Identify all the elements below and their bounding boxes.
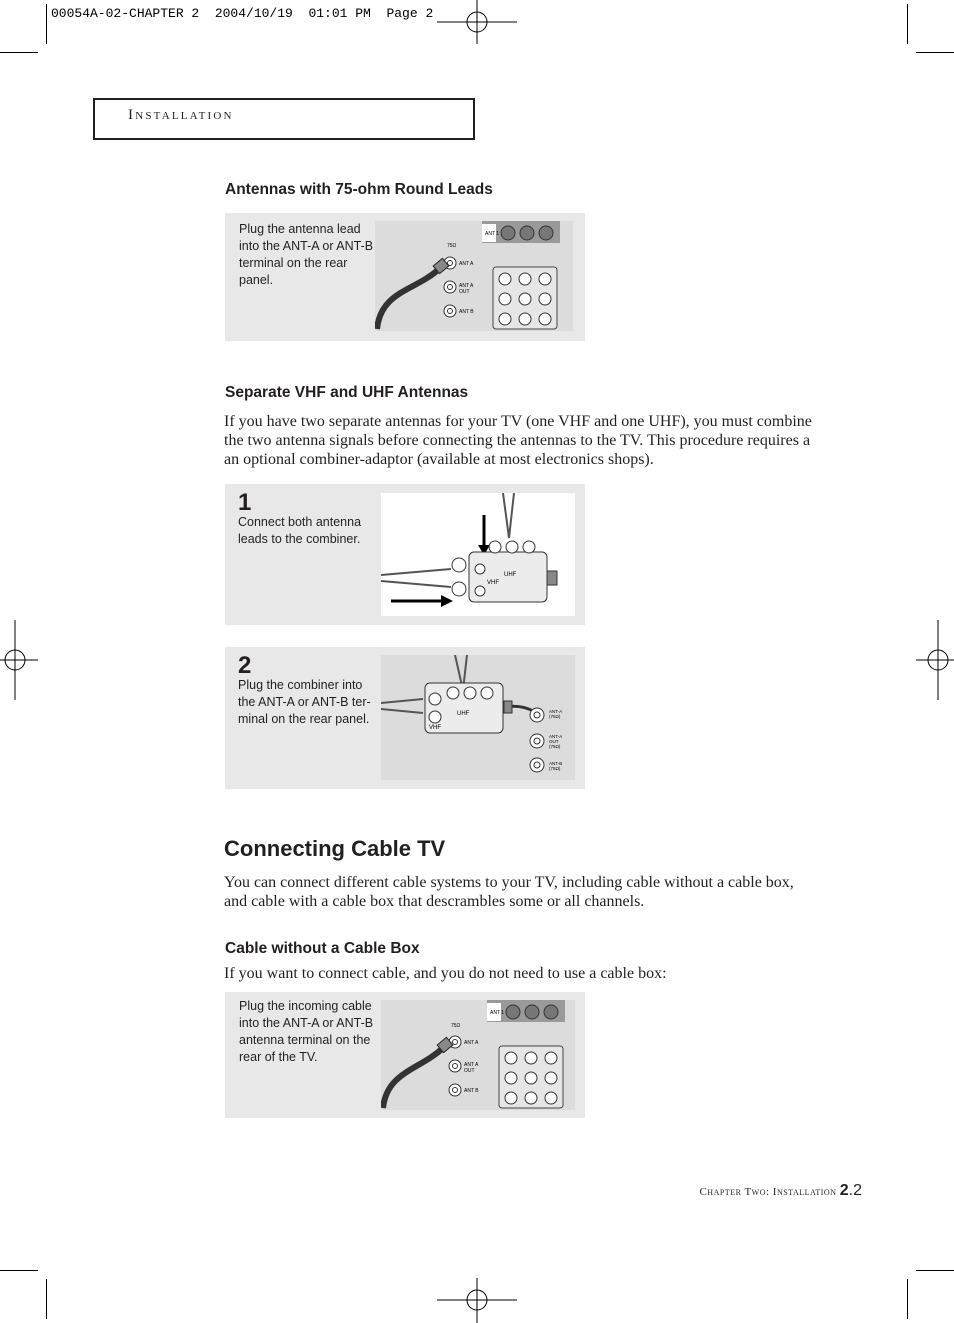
section-header: Installation — [128, 107, 234, 123]
cable-tv-title: Connecting Cable TV — [224, 836, 446, 861]
footer-chapter: Chapter Two: Installation — [699, 1186, 837, 1198]
svg-text:ANT A: ANT A — [459, 261, 474, 267]
crop-mark — [907, 4, 908, 44]
svg-text:75Ω: 75Ω — [451, 1023, 461, 1029]
cable-rear-panel-illustration — [381, 1000, 575, 1110]
antennas-75-heading: Antennas with 75-ohm Round Leads — [225, 181, 493, 198]
svg-text:ANT A: ANT A — [459, 283, 474, 289]
step-1-figure — [225, 484, 585, 625]
crop-mark — [0, 1270, 38, 1271]
svg-text:UHF: UHF — [504, 572, 517, 578]
separate-antennas-heading: Separate VHF and UHF Antennas — [225, 384, 469, 401]
step-1-caption: Connect both antenna leads to the combiner. — [238, 515, 362, 546]
svg-text:OUT: OUT — [464, 1068, 475, 1074]
svg-text:ANT 1: ANT 1 — [490, 1010, 505, 1016]
rear-panel-illustration — [375, 221, 573, 331]
svg-text:ANT-A: ANT-A — [549, 709, 563, 714]
svg-text:(75Ω): (75Ω) — [549, 744, 561, 749]
svg-text:OUT: OUT — [549, 739, 559, 744]
step-2-number: 2 — [238, 652, 252, 679]
crop-mark — [907, 1279, 908, 1319]
crop-mark — [916, 1270, 954, 1271]
svg-text:ANT B: ANT B — [464, 1088, 479, 1094]
cable-tv-intro: You can connect different cable systems to your TV, including cable without a cable box, and cable with a cable box that descrambles some or all channels. — [224, 874, 794, 910]
crop-mark — [916, 52, 954, 53]
antennas-75-figure — [225, 213, 585, 341]
registration-mark-top — [437, 0, 517, 45]
svg-text:ANT-A: ANT-A — [549, 734, 563, 739]
crop-mark — [46, 4, 47, 44]
svg-text:ANT B: ANT B — [459, 309, 474, 315]
registration-mark-left — [0, 620, 40, 700]
print-slug: 00054A-02-CHAPTER 2 2004/10/19 01:01 PM Page 2 — [51, 6, 434, 21]
svg-text:ANT-B: ANT-B — [549, 761, 563, 766]
svg-text:UHF: UHF — [457, 711, 470, 717]
svg-text:OUT: OUT — [459, 289, 470, 295]
cable-caption: Plug the incoming cable into the ANT-A or ANT-B antenna terminal on the rear of the TV. — [239, 999, 374, 1064]
svg-text:(75Ω): (75Ω) — [549, 766, 561, 771]
registration-mark-bottom — [437, 1278, 517, 1323]
svg-text:ANT 1: ANT 1 — [485, 231, 500, 237]
crop-mark — [46, 1279, 47, 1319]
registration-mark-right — [914, 620, 954, 700]
step-2-caption: Plug the combiner into the ANT-A or ANT-B ter- minal on the rear panel. — [238, 678, 371, 726]
separate-antennas-body: If you have two separate antennas for your TV (one VHF and one UHF), you must combine the two antenna signals before connecting the antennas to the TV. This procedure requires a an optional combiner-adaptor (available at most electronics shops). — [224, 413, 812, 468]
cable-figure — [225, 992, 585, 1118]
combiner-illustration — [381, 493, 575, 616]
cable-without-box-lead: If you want to connect cable, and you do not need to use a cable box: — [224, 965, 667, 982]
step-2-figure — [225, 647, 585, 789]
svg-text:VHF: VHF — [429, 725, 441, 731]
svg-text:75Ω: 75Ω — [447, 243, 457, 249]
page-number: 2.2 — [839, 1182, 862, 1199]
crop-mark — [0, 52, 38, 53]
page-footer — [699, 1182, 862, 1200]
cable-without-box-heading: Cable without a Cable Box — [225, 940, 420, 957]
svg-text:(75Ω): (75Ω) — [549, 714, 561, 719]
step-1-number: 1 — [238, 489, 252, 516]
svg-text:VHF: VHF — [487, 580, 499, 586]
svg-text:ANT A: ANT A — [464, 1062, 479, 1068]
antennas-75-caption: Plug the antenna lead into the ANT-A or ANT-B terminal on the rear panel. — [239, 222, 374, 287]
combiner-to-terminal-illustration — [381, 655, 575, 780]
svg-text:ANT A: ANT A — [464, 1040, 479, 1046]
